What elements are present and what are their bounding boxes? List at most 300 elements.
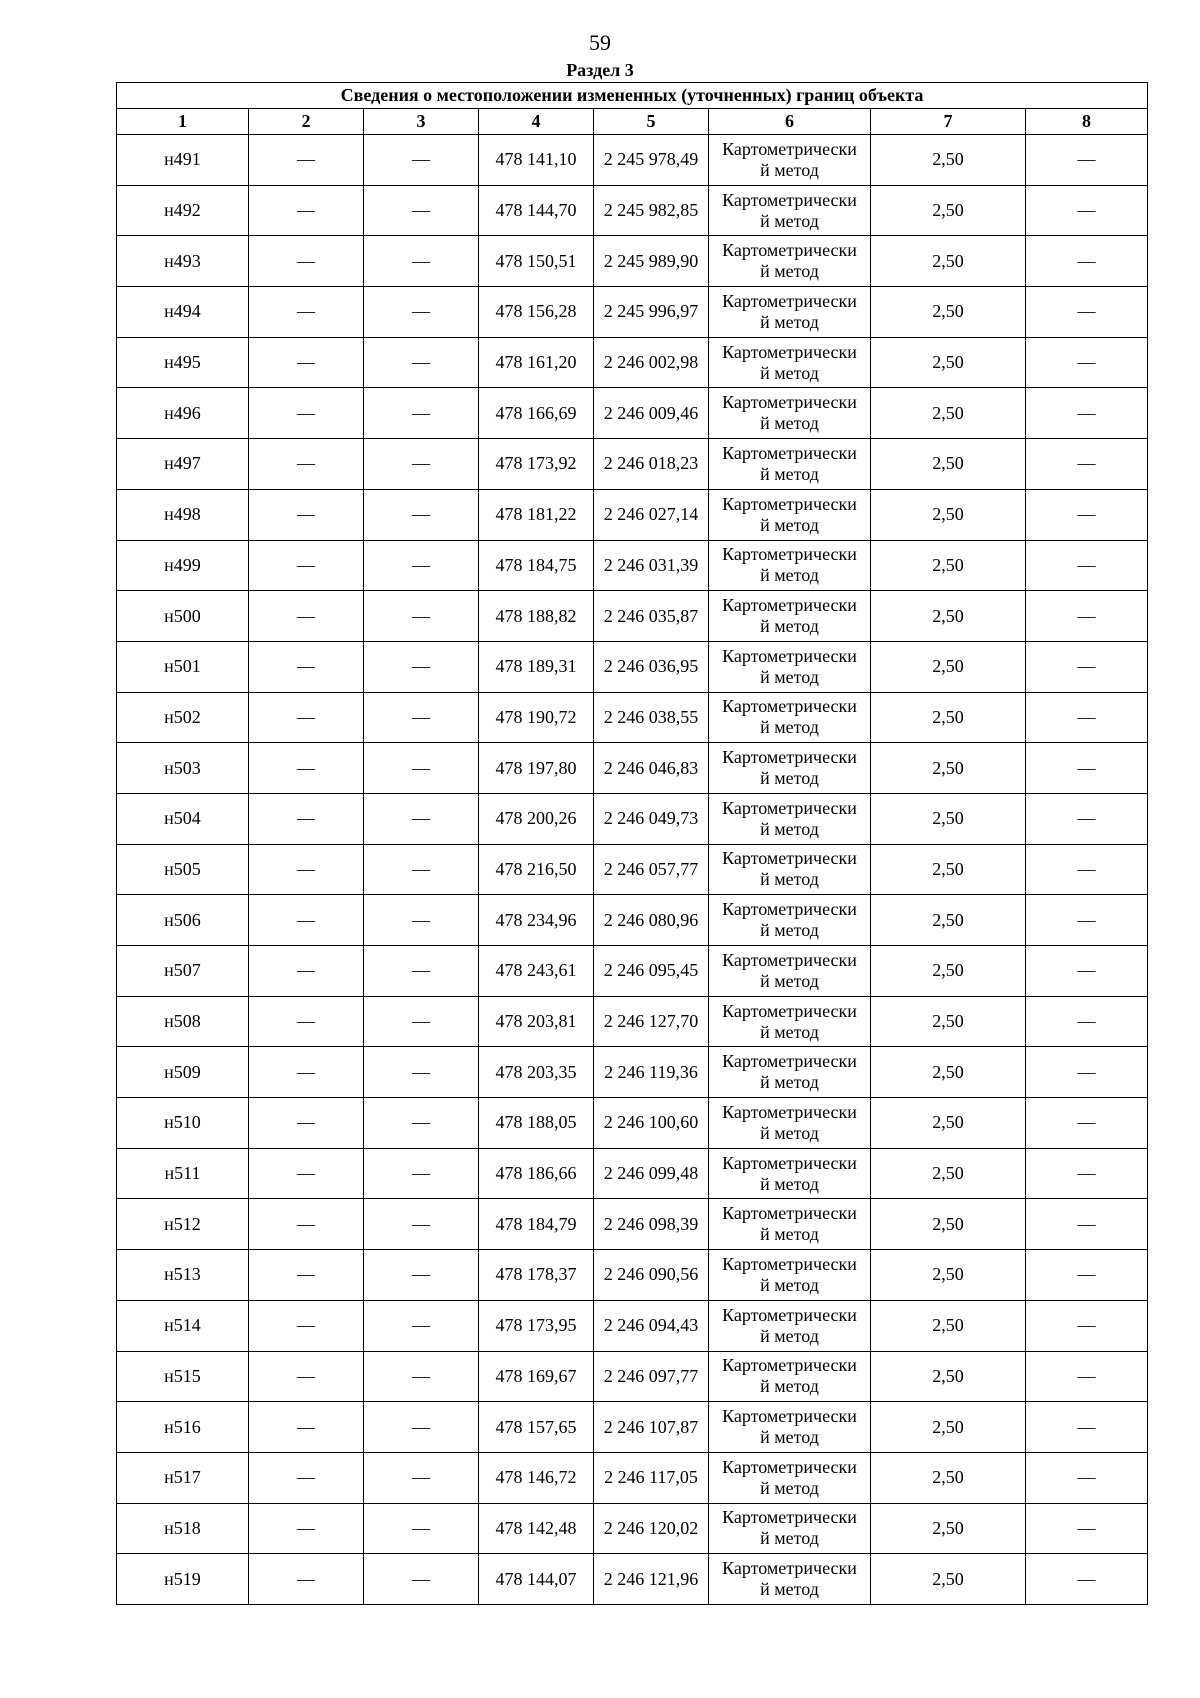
column-8-cell: —	[1026, 1300, 1148, 1351]
column-8-cell: —	[1026, 1402, 1148, 1453]
y-coordinate-cell: 2 246 097,77	[594, 1351, 709, 1402]
table-row	[117, 287, 1148, 338]
method-line-2: й метод	[760, 413, 819, 434]
y-coordinate-cell: 2 245 978,49	[594, 135, 709, 186]
method-line-1: Картометрически	[722, 341, 857, 362]
column-8-cell: —	[1026, 337, 1148, 388]
method-cell	[709, 996, 871, 1047]
point-id-cell: н514	[117, 1300, 249, 1351]
point-id-cell: н516	[117, 1402, 249, 1453]
table-row	[117, 591, 1148, 642]
point-id-cell: н510	[117, 1098, 249, 1149]
method-line-1: Картометрически	[722, 442, 857, 463]
method-line-2: й метод	[760, 1427, 819, 1448]
column-8-cell: —	[1026, 236, 1148, 287]
column-number: 1	[117, 109, 249, 135]
column-2-cell: —	[249, 1452, 364, 1503]
x-coordinate-cell: 478 169,67	[479, 1351, 594, 1402]
column-2-cell: —	[249, 996, 364, 1047]
x-coordinate-cell: 478 216,50	[479, 844, 594, 895]
point-id-cell: н502	[117, 692, 249, 743]
column-3-cell: —	[364, 1402, 479, 1453]
accuracy-cell: 2,50	[871, 743, 1026, 794]
method-line-2: й метод	[760, 666, 819, 687]
accuracy-cell: 2,50	[871, 844, 1026, 895]
method-line-1: Картометрически	[722, 1558, 857, 1579]
y-coordinate-cell: 2 246 120,02	[594, 1503, 709, 1554]
table-row	[117, 388, 1148, 439]
method-line-2: й метод	[760, 1274, 819, 1295]
method-line-2: й метод	[760, 1477, 819, 1498]
method-cell	[709, 489, 871, 540]
column-2-cell: —	[249, 489, 364, 540]
column-3-cell: —	[364, 1047, 479, 1098]
method-line-1: Картометрически	[722, 1355, 857, 1376]
column-3-cell: —	[364, 287, 479, 338]
y-coordinate-cell: 2 246 080,96	[594, 895, 709, 946]
column-3-cell: —	[364, 489, 479, 540]
accuracy-cell: 2,50	[871, 489, 1026, 540]
column-8-cell: —	[1026, 844, 1148, 895]
table-row	[117, 439, 1148, 490]
method-line-2: й метод	[760, 362, 819, 383]
point-id-cell: н495	[117, 337, 249, 388]
column-2-cell: —	[249, 591, 364, 642]
point-id-cell: н512	[117, 1199, 249, 1250]
method-cell	[709, 439, 871, 490]
method-line-1: Картометрически	[722, 1101, 857, 1122]
point-id-cell: н517	[117, 1452, 249, 1503]
x-coordinate-cell: 478 181,22	[479, 489, 594, 540]
y-coordinate-cell: 2 246 018,23	[594, 439, 709, 490]
table-row	[117, 1098, 1148, 1149]
method-line-2: й метод	[760, 514, 819, 535]
column-number: 2	[249, 109, 364, 135]
method-cell	[709, 591, 871, 642]
method-cell	[709, 1250, 871, 1301]
column-2-cell: —	[249, 540, 364, 591]
point-id-cell: н504	[117, 793, 249, 844]
method-cell	[709, 287, 871, 338]
point-id-cell: н501	[117, 641, 249, 692]
table-row	[117, 540, 1148, 591]
method-line-1: Картометрически	[722, 949, 857, 970]
y-coordinate-cell: 2 246 046,83	[594, 743, 709, 794]
method-cell	[709, 1199, 871, 1250]
column-2-cell: —	[249, 287, 364, 338]
accuracy-cell: 2,50	[871, 388, 1026, 439]
accuracy-cell: 2,50	[871, 591, 1026, 642]
point-id-cell: н513	[117, 1250, 249, 1301]
table-row	[117, 743, 1148, 794]
column-number: 8	[1026, 109, 1148, 135]
method-cell	[709, 743, 871, 794]
method-line-1: Картометрически	[722, 848, 857, 869]
accuracy-cell: 2,50	[871, 1503, 1026, 1554]
method-line-1: Картометрически	[722, 1507, 857, 1528]
column-8-cell: —	[1026, 692, 1148, 743]
method-line-2: й метод	[760, 311, 819, 332]
x-coordinate-cell: 478 203,35	[479, 1047, 594, 1098]
column-2-cell: —	[249, 895, 364, 946]
point-id-cell: н492	[117, 185, 249, 236]
method-cell	[709, 185, 871, 236]
method-cell	[709, 540, 871, 591]
page-number: 59	[589, 30, 611, 55]
y-coordinate-cell: 2 246 027,14	[594, 489, 709, 540]
column-8-cell: —	[1026, 1503, 1148, 1554]
x-coordinate-cell: 478 197,80	[479, 743, 594, 794]
table-row	[117, 1351, 1148, 1402]
method-line-1: Картометрически	[722, 1051, 857, 1072]
column-8-cell: —	[1026, 135, 1148, 186]
table-row	[117, 337, 1148, 388]
method-line-2: й метод	[760, 1122, 819, 1143]
method-line-2: й метод	[760, 159, 819, 180]
column-8-cell: —	[1026, 895, 1148, 946]
method-cell	[709, 337, 871, 388]
column-3-cell: —	[364, 236, 479, 287]
method-line-1: Картометрически	[722, 1152, 857, 1173]
x-coordinate-cell: 478 142,48	[479, 1503, 594, 1554]
accuracy-cell: 2,50	[871, 946, 1026, 997]
table-caption-row	[117, 83, 1148, 109]
column-8-cell: —	[1026, 540, 1148, 591]
accuracy-cell: 2,50	[871, 1199, 1026, 1250]
accuracy-cell: 2,50	[871, 1351, 1026, 1402]
accuracy-cell: 2,50	[871, 1300, 1026, 1351]
column-3-cell: —	[364, 895, 479, 946]
y-coordinate-cell: 2 246 094,43	[594, 1300, 709, 1351]
point-id-cell: н505	[117, 844, 249, 895]
column-3-cell: —	[364, 591, 479, 642]
table-row	[117, 185, 1148, 236]
method-line-2: й метод	[760, 565, 819, 586]
column-number: 5	[594, 109, 709, 135]
x-coordinate-cell: 478 190,72	[479, 692, 594, 743]
method-line-1: Картометрически	[722, 189, 857, 210]
x-coordinate-cell: 478 188,82	[479, 591, 594, 642]
y-coordinate-cell: 2 246 095,45	[594, 946, 709, 997]
point-id-cell: н518	[117, 1503, 249, 1554]
method-line-2: й метод	[760, 920, 819, 941]
table-row	[117, 1402, 1148, 1453]
y-coordinate-cell: 2 246 117,05	[594, 1452, 709, 1503]
method-cell	[709, 1351, 871, 1402]
accuracy-cell: 2,50	[871, 540, 1026, 591]
method-cell	[709, 135, 871, 186]
column-3-cell: —	[364, 946, 479, 997]
column-2-cell: —	[249, 641, 364, 692]
section-title: Раздел 3	[566, 60, 634, 80]
column-3-cell: —	[364, 692, 479, 743]
column-2-cell: —	[249, 844, 364, 895]
column-8-cell: —	[1026, 996, 1148, 1047]
point-id-cell: н491	[117, 135, 249, 186]
column-2-cell: —	[249, 1098, 364, 1149]
method-line-1: Картометрически	[722, 544, 857, 565]
x-coordinate-cell: 478 189,31	[479, 641, 594, 692]
y-coordinate-cell: 2 246 049,73	[594, 793, 709, 844]
column-3-cell: —	[364, 540, 479, 591]
y-coordinate-cell: 2 246 119,36	[594, 1047, 709, 1098]
column-3-cell: —	[364, 1250, 479, 1301]
x-coordinate-cell: 478 146,72	[479, 1452, 594, 1503]
method-cell	[709, 1452, 871, 1503]
point-id-cell: н498	[117, 489, 249, 540]
accuracy-cell: 2,50	[871, 1554, 1026, 1605]
method-line-2: й метод	[760, 1579, 819, 1600]
column-3-cell: —	[364, 185, 479, 236]
point-id-cell: н499	[117, 540, 249, 591]
method-line-2: й метод	[760, 768, 819, 789]
column-2-cell: —	[249, 1047, 364, 1098]
column-3-cell: —	[364, 337, 479, 388]
table-row	[117, 1250, 1148, 1301]
accuracy-cell: 2,50	[871, 692, 1026, 743]
y-coordinate-cell: 2 246 107,87	[594, 1402, 709, 1453]
method-line-2: й метод	[760, 869, 819, 890]
column-2-cell: —	[249, 1148, 364, 1199]
method-cell	[709, 1402, 871, 1453]
accuracy-cell: 2,50	[871, 793, 1026, 844]
table-row	[117, 895, 1148, 946]
y-coordinate-cell: 2 246 099,48	[594, 1148, 709, 1199]
method-line-2: й метод	[760, 463, 819, 484]
method-cell	[709, 641, 871, 692]
table-row	[117, 844, 1148, 895]
y-coordinate-cell: 2 246 100,60	[594, 1098, 709, 1149]
x-coordinate-cell: 478 150,51	[479, 236, 594, 287]
y-coordinate-cell: 2 246 038,55	[594, 692, 709, 743]
column-2-cell: —	[249, 1351, 364, 1402]
column-number: 4	[479, 109, 594, 135]
table-row	[117, 1047, 1148, 1098]
column-8-cell: —	[1026, 388, 1148, 439]
accuracy-cell: 2,50	[871, 1452, 1026, 1503]
column-2-cell: —	[249, 185, 364, 236]
method-cell	[709, 1300, 871, 1351]
point-id-cell: н508	[117, 996, 249, 1047]
column-2-cell: —	[249, 1503, 364, 1554]
table-row	[117, 641, 1148, 692]
table-row	[117, 996, 1148, 1047]
column-2-cell: —	[249, 946, 364, 997]
column-3-cell: —	[364, 996, 479, 1047]
table-row	[117, 1554, 1148, 1605]
point-id-cell: н493	[117, 236, 249, 287]
column-2-cell: —	[249, 236, 364, 287]
method-line-2: й метод	[760, 261, 819, 282]
y-coordinate-cell: 2 245 996,97	[594, 287, 709, 338]
accuracy-cell: 2,50	[871, 337, 1026, 388]
accuracy-cell: 2,50	[871, 135, 1026, 186]
column-3-cell: —	[364, 1098, 479, 1149]
column-8-cell: —	[1026, 1098, 1148, 1149]
column-2-cell: —	[249, 793, 364, 844]
column-8-cell: —	[1026, 439, 1148, 490]
x-coordinate-cell: 478 166,69	[479, 388, 594, 439]
column-8-cell: —	[1026, 1351, 1148, 1402]
method-line-2: й метод	[760, 1224, 819, 1245]
y-coordinate-cell: 2 246 009,46	[594, 388, 709, 439]
method-line-1: Картометрически	[722, 696, 857, 717]
method-cell	[709, 388, 871, 439]
column-8-cell: —	[1026, 591, 1148, 642]
method-line-1: Картометрически	[722, 1000, 857, 1021]
method-line-1: Картометрически	[722, 797, 857, 818]
method-cell	[709, 1148, 871, 1199]
x-coordinate-cell: 478 173,92	[479, 439, 594, 490]
method-cell	[709, 1098, 871, 1149]
column-3-cell: —	[364, 743, 479, 794]
method-line-2: й метод	[760, 970, 819, 991]
column-8-cell: —	[1026, 489, 1148, 540]
column-3-cell: —	[364, 793, 479, 844]
table-row	[117, 1148, 1148, 1199]
method-line-2: й метод	[760, 818, 819, 839]
point-id-cell: н500	[117, 591, 249, 642]
point-id-cell: н496	[117, 388, 249, 439]
column-2-cell: —	[249, 337, 364, 388]
column-number: 3	[364, 109, 479, 135]
point-id-cell: н506	[117, 895, 249, 946]
method-line-2: й метод	[760, 717, 819, 738]
column-2-cell: —	[249, 1554, 364, 1605]
x-coordinate-cell: 478 188,05	[479, 1098, 594, 1149]
column-2-cell: —	[249, 1250, 364, 1301]
y-coordinate-cell: 2 246 002,98	[594, 337, 709, 388]
column-2-cell: —	[249, 388, 364, 439]
table-row	[117, 793, 1148, 844]
method-line-1: Картометрически	[722, 1253, 857, 1274]
column-8-cell: —	[1026, 793, 1148, 844]
table-row	[117, 692, 1148, 743]
column-3-cell: —	[364, 135, 479, 186]
boundary-coordinates-table	[116, 82, 1148, 1605]
method-line-1: Картометрически	[722, 645, 857, 666]
method-line-1: Картометрически	[722, 138, 857, 159]
column-8-cell: —	[1026, 1554, 1148, 1605]
x-coordinate-cell: 478 203,81	[479, 996, 594, 1047]
y-coordinate-cell: 2 245 989,90	[594, 236, 709, 287]
x-coordinate-cell: 478 243,61	[479, 946, 594, 997]
point-id-cell: н507	[117, 946, 249, 997]
table-row	[117, 135, 1148, 186]
y-coordinate-cell: 2 245 982,85	[594, 185, 709, 236]
point-id-cell: н494	[117, 287, 249, 338]
column-8-cell: —	[1026, 287, 1148, 338]
column-number: 6	[709, 109, 871, 135]
method-line-1: Картометрически	[722, 747, 857, 768]
accuracy-cell: 2,50	[871, 895, 1026, 946]
column-8-cell: —	[1026, 1199, 1148, 1250]
column-8-cell: —	[1026, 946, 1148, 997]
table-row	[117, 1452, 1148, 1503]
column-8-cell: —	[1026, 1047, 1148, 1098]
method-cell	[709, 692, 871, 743]
column-2-cell: —	[249, 1199, 364, 1250]
method-line-1: Картометрически	[722, 595, 857, 616]
method-cell	[709, 844, 871, 895]
method-line-2: й метод	[760, 616, 819, 637]
method-cell	[709, 946, 871, 997]
method-line-1: Картометрически	[722, 290, 857, 311]
method-cell	[709, 236, 871, 287]
method-line-1: Картометрически	[722, 1203, 857, 1224]
column-2-cell: —	[249, 1300, 364, 1351]
method-line-2: й метод	[760, 1072, 819, 1093]
method-line-2: й метод	[760, 1173, 819, 1194]
method-line-2: й метод	[760, 1021, 819, 1042]
column-3-cell: —	[364, 1148, 479, 1199]
column-3-cell: —	[364, 439, 479, 490]
accuracy-cell: 2,50	[871, 1402, 1026, 1453]
column-2-cell: —	[249, 692, 364, 743]
accuracy-cell: 2,50	[871, 1250, 1026, 1301]
method-line-1: Картометрически	[722, 493, 857, 514]
x-coordinate-cell: 478 184,75	[479, 540, 594, 591]
x-coordinate-cell: 478 234,96	[479, 895, 594, 946]
accuracy-cell: 2,50	[871, 287, 1026, 338]
y-coordinate-cell: 2 246 057,77	[594, 844, 709, 895]
x-coordinate-cell: 478 173,95	[479, 1300, 594, 1351]
y-coordinate-cell: 2 246 031,39	[594, 540, 709, 591]
x-coordinate-cell: 478 200,26	[479, 793, 594, 844]
y-coordinate-cell: 2 246 035,87	[594, 591, 709, 642]
y-coordinate-cell: 2 246 098,39	[594, 1199, 709, 1250]
x-coordinate-cell: 478 156,28	[479, 287, 594, 338]
method-line-1: Картометрически	[722, 1456, 857, 1477]
column-8-cell: —	[1026, 1148, 1148, 1199]
column-2-cell: —	[249, 135, 364, 186]
accuracy-cell: 2,50	[871, 996, 1026, 1047]
column-3-cell: —	[364, 641, 479, 692]
method-line-1: Картометрически	[722, 1304, 857, 1325]
table-row	[117, 236, 1148, 287]
method-line-2: й метод	[760, 1376, 819, 1397]
column-3-cell: —	[364, 388, 479, 439]
point-id-cell: н503	[117, 743, 249, 794]
table-row	[117, 946, 1148, 997]
point-id-cell: н511	[117, 1148, 249, 1199]
method-line-2: й метод	[760, 1528, 819, 1549]
column-3-cell: —	[364, 1503, 479, 1554]
column-2-cell: —	[249, 439, 364, 490]
accuracy-cell: 2,50	[871, 185, 1026, 236]
table-body	[117, 135, 1148, 1605]
y-coordinate-cell: 2 246 090,56	[594, 1250, 709, 1301]
column-8-cell: —	[1026, 1250, 1148, 1301]
point-id-cell: н509	[117, 1047, 249, 1098]
column-8-cell: —	[1026, 641, 1148, 692]
method-line-2: й метод	[760, 210, 819, 231]
accuracy-cell: 2,50	[871, 236, 1026, 287]
method-cell	[709, 895, 871, 946]
method-cell	[709, 1503, 871, 1554]
method-line-1: Картометрически	[722, 1406, 857, 1427]
column-3-cell: —	[364, 1351, 479, 1402]
accuracy-cell: 2,50	[871, 1047, 1026, 1098]
method-cell	[709, 793, 871, 844]
column-2-cell: —	[249, 1402, 364, 1453]
method-line-1: Картометрически	[722, 240, 857, 261]
x-coordinate-cell: 478 161,20	[479, 337, 594, 388]
method-cell	[709, 1047, 871, 1098]
y-coordinate-cell: 2 246 036,95	[594, 641, 709, 692]
method-line-2: й метод	[760, 1325, 819, 1346]
method-line-1: Картометрически	[722, 392, 857, 413]
